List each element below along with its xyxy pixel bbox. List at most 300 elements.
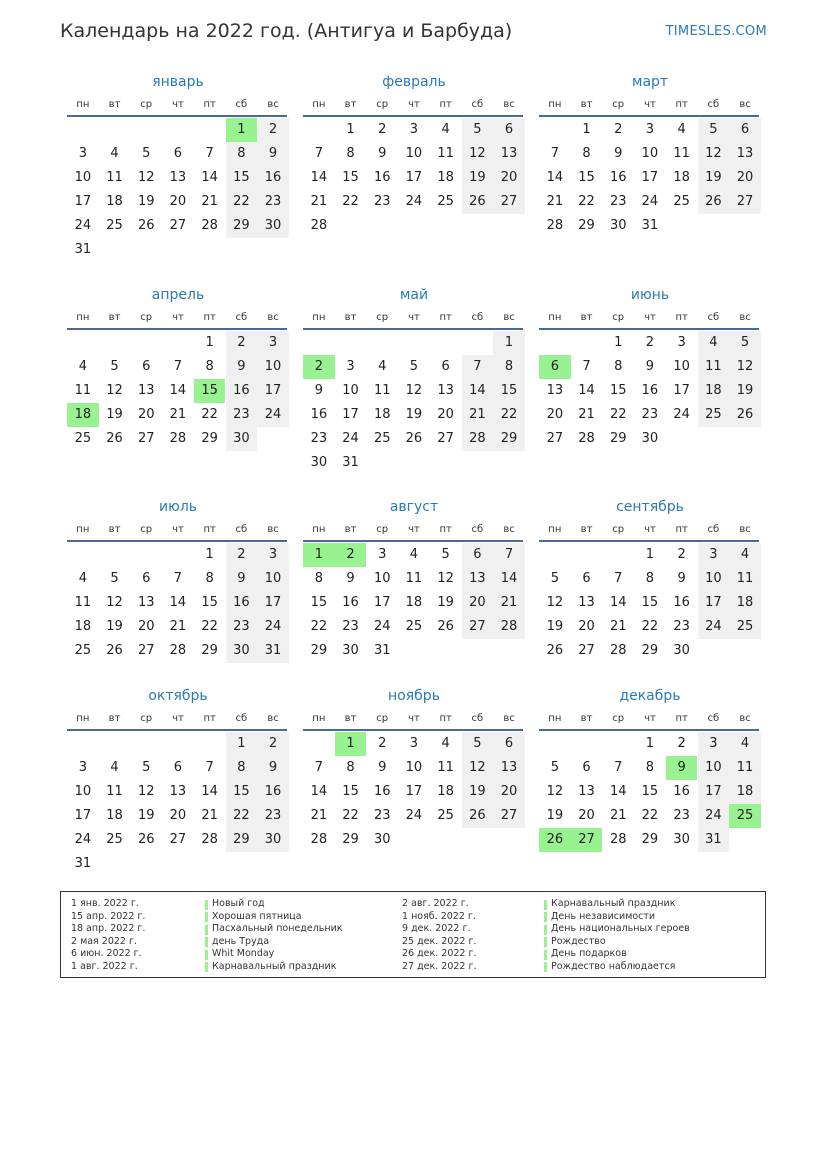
day-cell: 8 (226, 142, 258, 166)
weekday-label: ср (612, 524, 625, 535)
day-cell: 30 (641, 431, 659, 446)
day-cell: 9 (645, 359, 655, 374)
legend-holiday-marker (544, 900, 547, 910)
day-cell: 25 (373, 431, 391, 446)
day-cell: 8 (205, 571, 214, 586)
day-cell: 25 (698, 403, 730, 427)
weekday-label: вт (580, 312, 593, 323)
day-cell: 27 (137, 643, 155, 658)
day-cell: 29 (493, 427, 525, 451)
day-cell: 29 (201, 431, 218, 446)
day-cell: 22 (493, 403, 525, 427)
day-cell: 22 (641, 808, 659, 823)
day-cell: 21 (201, 808, 218, 823)
legend-holiday-name: День национальных героев (551, 923, 690, 934)
weekday-label: вт (344, 312, 357, 323)
day-cell: 24 (373, 619, 391, 634)
day-cell: 19 (462, 166, 494, 190)
month-name: июнь (630, 287, 670, 303)
day-cell: 15 (641, 784, 659, 799)
day-cell: 23 (310, 431, 328, 446)
weekday-label: вт (580, 524, 593, 535)
day-cell: 13 (137, 595, 155, 610)
legend-holiday-marker (205, 925, 208, 935)
day-cell: 13 (437, 383, 454, 398)
legend-date: 18 апр. 2022 г. (71, 923, 146, 934)
weekday-label: вс (503, 713, 515, 724)
legend-holiday-marker (205, 912, 208, 922)
day-cell: 26 (106, 643, 123, 658)
day-cell: 5 (729, 331, 761, 355)
weekday-label: пт (439, 713, 452, 724)
day-cell: 19 (698, 166, 730, 190)
day-cell: 11 (729, 756, 761, 780)
day-cell: 22 (342, 808, 359, 823)
weekday-label: пт (675, 312, 688, 323)
day-cell: 23 (373, 808, 391, 823)
day-cell: 29 (609, 431, 627, 446)
day-cell: 22 (342, 194, 359, 209)
day-cell: 12 (462, 142, 494, 166)
day-cell: 24 (74, 832, 92, 847)
legend-date: 2 авг. 2022 г. (402, 898, 469, 909)
day-cell: 10 (698, 567, 730, 591)
day-cell: 17 (405, 170, 423, 185)
day-cell: 6 (729, 118, 761, 142)
day-cell: 20 (493, 166, 525, 190)
day-cell: 25 (74, 643, 92, 658)
weekday-label: ср (612, 713, 625, 724)
day-cell: 13 (137, 383, 155, 398)
month-block (67, 499, 289, 699)
legend-holiday-marker (544, 950, 547, 960)
legend-date: 26 дек. 2022 г. (402, 948, 477, 959)
day-cell: 23 (373, 194, 391, 209)
day-cell: 20 (729, 166, 761, 190)
day-cell: 5 (142, 760, 151, 775)
weekday-label: пн (548, 524, 562, 535)
legend-holiday-marker (544, 925, 547, 935)
day-cell: 17 (698, 591, 730, 615)
day-cell: 4 (698, 331, 730, 355)
weekday-label: чт (408, 524, 420, 535)
day-cell: 2 (677, 736, 686, 751)
day-cell: 21 (609, 808, 627, 823)
day-cell: 11 (729, 567, 761, 591)
day-cell: 31 (74, 242, 92, 257)
legend-holiday-name: Новый год (212, 898, 265, 909)
legend-holiday-name: Пасхальный понедельник (212, 923, 343, 934)
day-cell: 16 (226, 591, 258, 615)
day-cell: 11 (673, 146, 690, 161)
weekday-label: вс (739, 524, 751, 535)
day-cell: 12 (106, 383, 123, 398)
month-block (67, 74, 289, 274)
day-cell: 15 (201, 595, 218, 610)
weekday-label: чт (408, 713, 420, 724)
day-cell: 28 (169, 431, 187, 446)
holiday-day-cell: 1 (226, 118, 258, 142)
day-cell: 5 (142, 146, 151, 161)
day-cell: 1 (645, 547, 655, 562)
day-cell: 19 (729, 379, 761, 403)
day-cell: 14 (578, 383, 595, 398)
day-cell: 8 (645, 571, 655, 586)
day-cell: 26 (137, 218, 155, 233)
holiday-day-cell: 1 (303, 543, 335, 567)
day-cell: 10 (257, 567, 289, 591)
day-cell: 7 (614, 571, 623, 586)
holiday-day-cell: 18 (67, 403, 99, 427)
weekday-label: пн (312, 713, 326, 724)
day-cell: 17 (74, 808, 92, 823)
day-cell: 4 (110, 146, 119, 161)
legend-date: 6 июн. 2022 г. (71, 948, 142, 959)
day-cell: 12 (437, 571, 454, 586)
day-cell: 22 (578, 194, 595, 209)
legend-date: 27 дек. 2022 г. (402, 960, 477, 972)
day-cell: 27 (137, 431, 155, 446)
day-cell: 5 (550, 760, 559, 775)
day-cell: 15 (609, 383, 627, 398)
month-divider (539, 328, 759, 330)
weekday-label: ср (140, 99, 153, 110)
day-cell: 1 (205, 335, 214, 350)
weekday-label: вт (580, 99, 593, 110)
day-cell: 27 (169, 218, 187, 233)
day-cell: 14 (310, 170, 328, 185)
day-cell: 30 (609, 218, 627, 233)
day-cell: 2 (378, 736, 387, 751)
day-cell: 2 (226, 543, 258, 567)
weekday-label: вс (503, 312, 515, 323)
day-cell: 24 (673, 407, 690, 422)
holiday-day-cell: 25 (729, 804, 761, 828)
site-link[interactable]: TIMESLES.COM (665, 24, 767, 39)
day-cell: 31 (74, 856, 92, 871)
day-cell: 9 (614, 146, 623, 161)
day-cell: 20 (578, 619, 595, 634)
month-block (303, 287, 525, 487)
weekday-label: чт (172, 713, 184, 724)
day-cell: 4 (378, 359, 387, 374)
legend-holiday-name: День подарков (551, 948, 627, 959)
month-divider (67, 540, 287, 542)
month-block (539, 499, 761, 699)
day-cell: 21 (169, 619, 187, 634)
day-cell: 15 (493, 379, 525, 403)
day-cell: 14 (462, 379, 494, 403)
day-cell: 12 (729, 355, 761, 379)
legend-holiday-marker (544, 912, 547, 922)
day-cell: 24 (257, 615, 289, 639)
day-cell: 8 (493, 355, 525, 379)
month-name: апрель (151, 287, 205, 303)
day-cell: 10 (74, 170, 92, 185)
day-cell: 14 (169, 595, 187, 610)
weekday-label: сб (471, 312, 484, 323)
day-cell: 9 (314, 383, 323, 398)
day-cell: 16 (673, 784, 690, 799)
day-cell: 3 (409, 736, 419, 751)
day-cell: 27 (546, 431, 564, 446)
weekday-label: ср (612, 99, 625, 110)
day-cell: 29 (641, 643, 659, 658)
weekday-label: пн (312, 524, 326, 535)
day-cell: 19 (405, 407, 423, 422)
day-cell: 16 (609, 170, 627, 185)
day-cell: 8 (346, 760, 355, 775)
month-divider (303, 540, 523, 542)
day-cell: 17 (342, 407, 359, 422)
day-cell: 9 (226, 567, 258, 591)
day-cell: 15 (310, 595, 328, 610)
day-cell: 22 (641, 619, 659, 634)
month-divider (67, 328, 287, 330)
weekday-label: пн (76, 713, 90, 724)
day-cell: 11 (74, 595, 92, 610)
day-cell: 3 (346, 359, 355, 374)
day-cell: 17 (257, 379, 289, 403)
day-cell: 21 (609, 619, 627, 634)
day-cell: 19 (437, 595, 454, 610)
day-cell: 18 (437, 170, 454, 185)
weekday-label: вт (580, 713, 593, 724)
month-block (67, 688, 289, 888)
day-cell: 8 (346, 146, 355, 161)
day-cell: 14 (201, 784, 218, 799)
day-cell: 2 (257, 118, 289, 142)
day-cell: 25 (106, 832, 123, 847)
weekday-label: ср (612, 312, 625, 323)
day-cell: 28 (201, 832, 218, 847)
day-cell: 15 (641, 595, 659, 610)
day-cell: 10 (74, 784, 92, 799)
weekday-label: вс (267, 524, 279, 535)
day-cell: 30 (342, 643, 359, 658)
day-cell: 12 (106, 595, 123, 610)
weekday-label: вс (503, 99, 515, 110)
day-cell: 19 (462, 780, 494, 804)
day-cell: 31 (257, 639, 289, 663)
day-cell: 20 (493, 780, 525, 804)
weekday-label: вт (344, 713, 357, 724)
day-cell: 15 (342, 170, 359, 185)
legend-holiday-name: Рождество (551, 935, 606, 947)
weekday-label: пн (548, 99, 562, 110)
day-cell: 18 (437, 784, 454, 799)
day-cell: 11 (373, 383, 391, 398)
weekday-label: сб (235, 312, 248, 323)
day-cell: 12 (137, 784, 155, 799)
day-cell: 5 (409, 359, 419, 374)
day-cell: 6 (462, 543, 494, 567)
day-cell: 24 (405, 194, 423, 209)
day-cell: 7 (550, 146, 559, 161)
weekday-label: ср (376, 713, 389, 724)
day-cell: 7 (614, 760, 623, 775)
day-cell: 21 (578, 407, 595, 422)
day-cell: 16 (226, 379, 258, 403)
holiday-legend (60, 891, 766, 978)
day-cell: 9 (346, 571, 355, 586)
day-cell: 5 (698, 118, 730, 142)
legend-holiday-marker (205, 950, 208, 960)
day-cell: 17 (74, 194, 92, 209)
day-cell: 13 (493, 756, 525, 780)
day-cell: 6 (582, 760, 591, 775)
day-cell: 18 (373, 407, 391, 422)
day-cell: 3 (645, 122, 655, 137)
weekday-label: чт (172, 99, 184, 110)
day-cell: 29 (226, 828, 258, 852)
day-cell: 11 (437, 146, 454, 161)
day-cell: 26 (405, 431, 423, 446)
weekday-label: ср (376, 312, 389, 323)
day-cell: 4 (441, 736, 450, 751)
day-cell: 22 (310, 619, 328, 634)
month-block (67, 287, 289, 487)
day-cell: 11 (405, 571, 423, 586)
day-cell: 29 (578, 218, 595, 233)
weekday-label: пн (312, 312, 326, 323)
day-cell: 10 (257, 355, 289, 379)
day-cell: 6 (493, 118, 525, 142)
weekday-label: чт (172, 524, 184, 535)
day-cell: 8 (314, 571, 323, 586)
day-cell: 30 (673, 832, 690, 847)
day-cell: 25 (729, 615, 761, 639)
day-cell: 22 (201, 407, 218, 422)
month-name: ноябрь (388, 688, 440, 704)
month-block (539, 74, 761, 274)
weekday-label: ср (376, 99, 389, 110)
day-cell: 23 (641, 407, 659, 422)
day-cell: 28 (310, 832, 328, 847)
day-cell: 11 (106, 170, 123, 185)
day-cell: 7 (462, 355, 494, 379)
day-cell: 12 (137, 170, 155, 185)
day-cell: 20 (169, 194, 187, 209)
legend-holiday-marker (205, 962, 208, 972)
day-cell: 16 (310, 407, 328, 422)
weekday-label: пт (203, 312, 216, 323)
weekday-label: вс (503, 524, 515, 535)
day-cell: 28 (310, 218, 328, 233)
day-cell: 4 (729, 732, 761, 756)
weekday-label: пн (76, 524, 90, 535)
day-cell: 18 (106, 808, 123, 823)
day-cell: 29 (226, 214, 258, 238)
weekday-label: чт (644, 312, 656, 323)
day-cell: 27 (578, 643, 595, 658)
day-cell: 13 (578, 784, 595, 799)
legend-date: 2 мая 2022 г. (71, 935, 137, 947)
weekday-label: сб (707, 312, 720, 323)
day-cell: 16 (342, 595, 359, 610)
day-cell: 18 (673, 170, 690, 185)
weekday-label: вс (267, 312, 279, 323)
weekday-label: пт (675, 713, 688, 724)
day-cell: 24 (641, 194, 659, 209)
day-cell: 18 (698, 379, 730, 403)
day-cell: 21 (310, 808, 328, 823)
day-cell: 28 (169, 643, 187, 658)
day-cell: 29 (342, 832, 359, 847)
day-cell: 18 (106, 194, 123, 209)
day-cell: 24 (405, 808, 423, 823)
legend-holiday-marker (205, 937, 208, 947)
day-cell: 6 (173, 760, 183, 775)
day-cell: 3 (677, 335, 686, 350)
weekday-label: сб (707, 99, 720, 110)
day-cell: 21 (493, 591, 525, 615)
day-cell: 31 (373, 643, 391, 658)
day-cell: 5 (462, 732, 494, 756)
weekday-label: ср (140, 312, 153, 323)
weekday-label: вт (108, 524, 121, 535)
day-cell: 21 (169, 407, 187, 422)
day-cell: 3 (78, 760, 87, 775)
day-cell: 20 (462, 591, 494, 615)
month-name: сентябрь (616, 499, 684, 515)
legend-holiday-name: Хорошая пятница (212, 910, 302, 922)
weekday-label: пт (203, 524, 216, 535)
day-cell: 2 (677, 547, 686, 562)
day-cell: 17 (257, 591, 289, 615)
day-cell: 13 (578, 595, 595, 610)
day-cell: 14 (201, 170, 218, 185)
day-cell: 24 (698, 615, 730, 639)
day-cell: 6 (142, 571, 151, 586)
day-cell: 6 (142, 359, 151, 374)
day-cell: 29 (310, 643, 328, 658)
day-cell: 16 (257, 780, 289, 804)
weekday-label: вт (108, 713, 121, 724)
legend-date: 25 дек. 2022 г. (402, 935, 477, 947)
month-divider (67, 729, 287, 731)
legend-holiday-name: Рождество наблюдается (551, 960, 676, 972)
weekday-label: сб (707, 713, 720, 724)
day-cell: 31 (698, 828, 730, 852)
weekday-label: пт (203, 99, 216, 110)
day-cell: 4 (441, 122, 450, 137)
weekday-label: пн (548, 713, 562, 724)
day-cell: 4 (78, 359, 87, 374)
day-cell: 10 (673, 359, 690, 374)
day-cell: 10 (698, 756, 730, 780)
day-cell: 9 (378, 760, 387, 775)
day-cell: 12 (462, 756, 494, 780)
day-cell: 19 (106, 407, 123, 422)
legend-date: 1 нояб. 2022 г. (402, 910, 476, 922)
weekday-label: вс (739, 713, 751, 724)
month-divider (539, 115, 759, 117)
day-cell: 3 (378, 547, 387, 562)
day-cell: 20 (137, 619, 155, 634)
day-cell: 20 (169, 808, 187, 823)
weekday-label: сб (707, 524, 720, 535)
day-cell: 8 (645, 760, 655, 775)
weekday-label: чт (644, 99, 656, 110)
day-cell: 18 (729, 780, 761, 804)
day-cell: 28 (578, 431, 595, 446)
day-cell: 13 (169, 170, 187, 185)
weekday-label: вт (344, 99, 357, 110)
month-divider (539, 729, 759, 731)
day-cell: 3 (698, 543, 730, 567)
day-cell: 16 (373, 170, 391, 185)
